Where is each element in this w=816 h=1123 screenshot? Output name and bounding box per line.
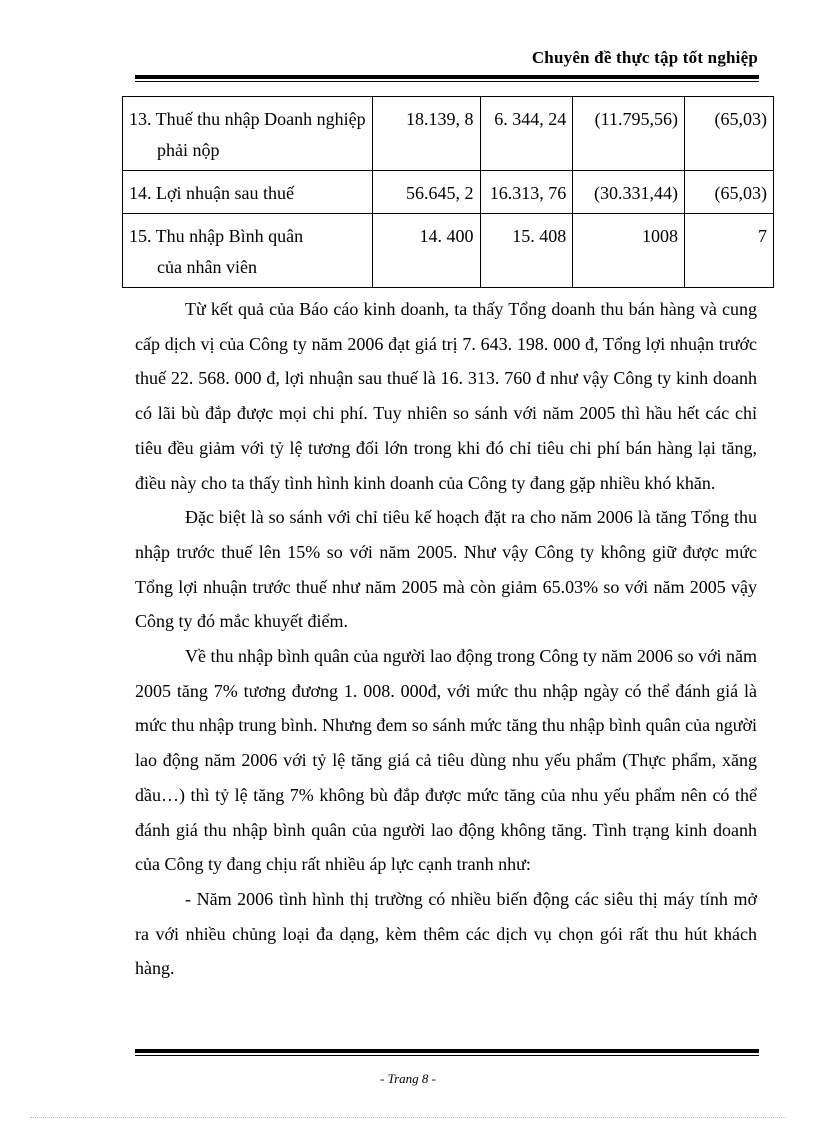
table-cell: 56.645, 2 xyxy=(373,171,481,214)
table-cell: 1008 xyxy=(573,214,685,288)
table-cell: (11.795,56) xyxy=(573,97,685,171)
table-cell: 7 xyxy=(684,214,773,288)
paragraph: - Năm 2006 tình hình thị trường có nhiều biến động các siêu thị máy tính mở ra với nhiều chủng loại đa dạng, kèm thêm các dịch vụ chọn gói rất thu hút khách hàng. xyxy=(135,888,757,979)
footer-rule xyxy=(135,1049,759,1056)
table-row xyxy=(123,214,774,288)
table-cell: 16.313, 76 xyxy=(480,171,573,214)
paragraph: Từ kết quả của Báo cáo kinh doanh, ta thấy Tổng doanh thu bán hàng và cung cấp dịch vị của Công ty năm 2006 đạt giá trị 7. 643. 198. 000 đ, Tổng lợi nhuận trước thuế 22. 568. 000 đ, lợi nhuận sau thuế là 16. 313. 760 đ như vậy Công ty kinh doanh có lãi bù đắp được mọi chi phí. Tuy nhiên so sánh với năm 2005 thì hầu hết các chỉ tiêu đều giảm với tỷ lệ tương đối lớn trong khi đó chỉ tiêu chi phí bán hàng lại tăng, điều này cho ta thấy tình hình kinh doanh của Công ty đang gặp nhiều khó khăn. xyxy=(135,299,757,493)
table-cell-label: 13. Thuế thu nhập Doanh nghiệp phải nộp xyxy=(123,97,373,171)
table-cell-label: 15. Thu nhập Bình quân của nhân viên xyxy=(123,214,373,288)
table-cell: 6. 344, 24 xyxy=(480,97,573,171)
table-cell: 18.139, 8 xyxy=(373,97,481,171)
table-row xyxy=(123,171,774,214)
table-cell: 14. 400 xyxy=(373,214,481,288)
header-rule xyxy=(135,75,759,82)
table-row xyxy=(123,97,774,171)
paragraph: Đặc biệt là so sánh với chỉ tiêu kế hoạch đặt ra cho năm 2006 là tăng Tổng thu nhập trước thuế lên 15% so với năm 2005. Như vậy Công ty không giữ được mức Tổng lợi nhuận trước thuế như năm 2005 mà còn giảm 65.03% so với năm 2005 vậy Công ty đó mắc khuyết điểm. xyxy=(135,507,757,632)
table-cell: (65,03) xyxy=(684,171,773,214)
table-cell: 15. 408 xyxy=(480,214,573,288)
table-cell: (65,03) xyxy=(684,97,773,171)
body-text xyxy=(135,292,757,986)
financial-table xyxy=(122,96,774,288)
page-header-title: Chuyên đề thực tập tốt nghiệp xyxy=(531,48,758,67)
table-cell: (30.331,44) xyxy=(573,171,685,214)
page-number: - Trang 8 - xyxy=(380,1071,436,1086)
table-cell-label: 14. Lợi nhuận sau thuế xyxy=(123,171,373,214)
paragraph: Về thu nhập bình quân của người lao động trong Công ty năm 2006 so với năm 2005 tăng 7% tương đương 1. 008. 000đ, với mức thu nhập ngày có thể đánh giá là mức thu nhập trung bình. Nhưng đem so sánh mức tăng thu nhập bình quân của người lao động năm 2006 với tỷ lệ tăng giá cả tiêu dùng nhu yếu phẩm (Thực phẩm, xăng dầu…) thì tỷ lệ tăng 7% không bù đắp được mức tăng của nhu yếu phẩm nên có thể đánh giá thu nhập bình quân của người lao động không tăng. Tình trạng kinh doanh của Công ty đang chịu rất nhiều áp lực cạnh tranh như: xyxy=(135,646,757,875)
page-edge-divider xyxy=(30,1117,786,1118)
